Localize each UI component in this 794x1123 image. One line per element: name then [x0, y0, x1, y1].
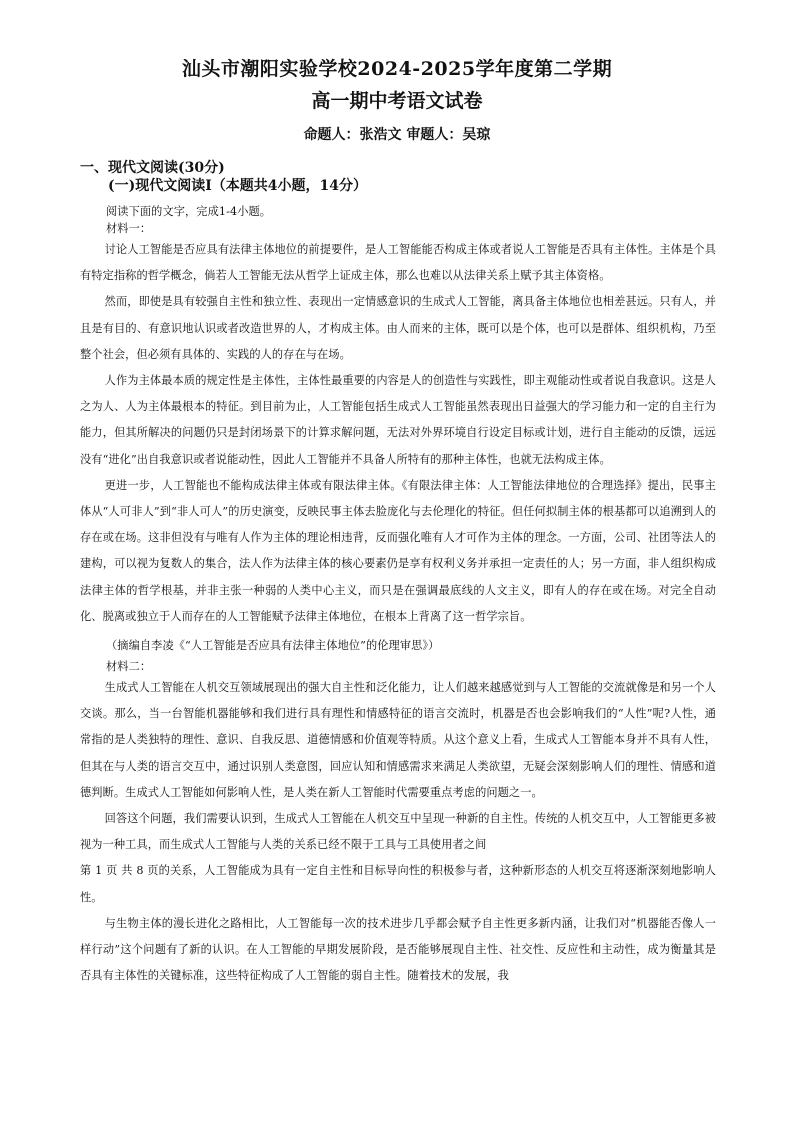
paragraph-1: 讨论人工智能是否应具有法律主体地位的前提要件，是人工智能能否构成主体或者说人工智能是否具有主体性。主体是个具有特定指称的哲学概念，倘若人工智能无法从哲学上证成主体，那么也难以从法律关系上赋予其主体资格。 [80, 243, 716, 283]
section-heading: 一、现代文阅读(30分) [80, 160, 225, 176]
material2-label: 材料二： [106, 660, 152, 674]
paragraph-6: 回答这个问题，我们需要认识到，生成式人工智能在人机交互中呈现一种新的自主性。传统的人机交互中，人工智能更多被视为一种工具，而生成式人工智能与人类的关系已经不限于工具与工具使用者之间 [80, 812, 716, 852]
author-info: 命题人：张浩文 审题人：吴琼 [303, 127, 491, 143]
paragraph-2: 然而，即使是具有较强自主性和独立性、表现出一定情感意识的生成式人工智能，离具备主体地位也相差甚远。只有人，并且是有目的、有意识地认识或者改造世界的人，才构成主体。由人而来的主体，既可以是个体，也可以是群体、组织机构，乃至整个社会，但必须有具体的、实践的人的存在与在场。 [80, 295, 716, 361]
exam-title-line1: 汕头市潮阳实验学校2024-2025学年度第二学期 [181, 58, 613, 80]
source-note-1: （摘编自李凌《“人工智能是否应具有法律主体地位”的伦理审思》） [106, 639, 440, 653]
exam-title-line2: 高一期中考语文试卷 [311, 90, 483, 112]
subsection-heading: (一)现代文阅读Ⅰ（本题共4小题，14分） [108, 178, 368, 194]
reading-passage [80, 203, 716, 989]
paragraph-5: 生成式人工智能在人机交互领域展现出的强大自主性和泛化能力，让人们越来越感觉到与人工智能的交流就像是和另一个人交谈。那么，当一台智能机器能够和我们进行具有理性和情感特征的语言交流时，机器是否也会影响我们的“人性”呢?人性，通常指的是人类独特的理性、意识、自我反思、道德情感和价值观等特质。从这个意义上看，生成式人工智能本身并不具有人性，但其在与人类的语言交互中，通过识别人类意图，回应认知和情感需求来满足人类欲望，无疑会深刻影响人们的理性、情感和道德判断。生成式人工智能如何影响人性，是人类在新人工智能时代需要重点考虑的问题之一。 [80, 681, 716, 799]
page-footer-line: 第 1 页 共 8 页的关系，人工智能成为具有一定自主性和目标导向性的积极参与者，这种新形态的人机交互将逐渐深刻地影响人性。 [80, 864, 716, 904]
paragraph-3: 人作为主体最本质的规定性是主体性，主体性最重要的内容是人的创造性与实践性，即主观能动性或者说自我意识。这是人之为人、人为主体最根本的特征。到目前为止，人工智能包括生成式人工智能虽然表现出日益强大的学习能力和一定的自主行为能力，但其所解决的问题仍只是封闭场景下的计算求解问题，无法对外界环境自行设定目标或计划，进行自主能动的反馈，远远没有“进化”出自我意识或者说能动性，因此人工智能并不具备人所特有的那种主体性，也就无法构成主体。 [80, 374, 716, 466]
instruction-text: 阅读下面的文字，完成1-4小题。 [106, 205, 272, 218]
paragraph-4: 更进一步，人工智能也不能构成法律主体或有限法律主体。《有限法律主体：人工智能法律地位的合理选择》提出，民事主体从“人可非人”到“非人可人”的历史演变，反映民事主体去脸庞化与去伦理化的特征。但任何拟制主体的根基都可以追溯到人的存在或在场。这非但没有与唯有人作为主体的理论相违背，反而强化唯有人才可作为主体的理念。一方面，公司、社团等法人的建构，可以视为复数人的集合，法人作为法律主体的核心要素仍是享有权利义务并承担一定责任的人；另一方面，非人组织构成法律主体的哲学根基，并非主张一种弱的人类中心主义，而只是在强调最底线的人文主义，即有人的存在或在场。对完全自动化、脱离或独立于人而存在的人工智能赋予法律主体地位，在根本上背离了这一哲学宗旨。 [80, 478, 716, 623]
paragraph-7: 与生物主体的漫长进化之路相比，人工智能每一次的技术进步几乎都会赋予自主性更多新内涵，让我们对“机器能否像人一样行动”这个问题有了新的认识。在人工智能的早期发展阶段，是否能够展现自主性、社交性、反应性和主动性，成为衡量其是否具有主体性的关键标准，这些特征构成了人工智能的弱自主性。随着技术的发展，我 [80, 916, 716, 983]
material1-label: 材料一： [106, 222, 152, 235]
